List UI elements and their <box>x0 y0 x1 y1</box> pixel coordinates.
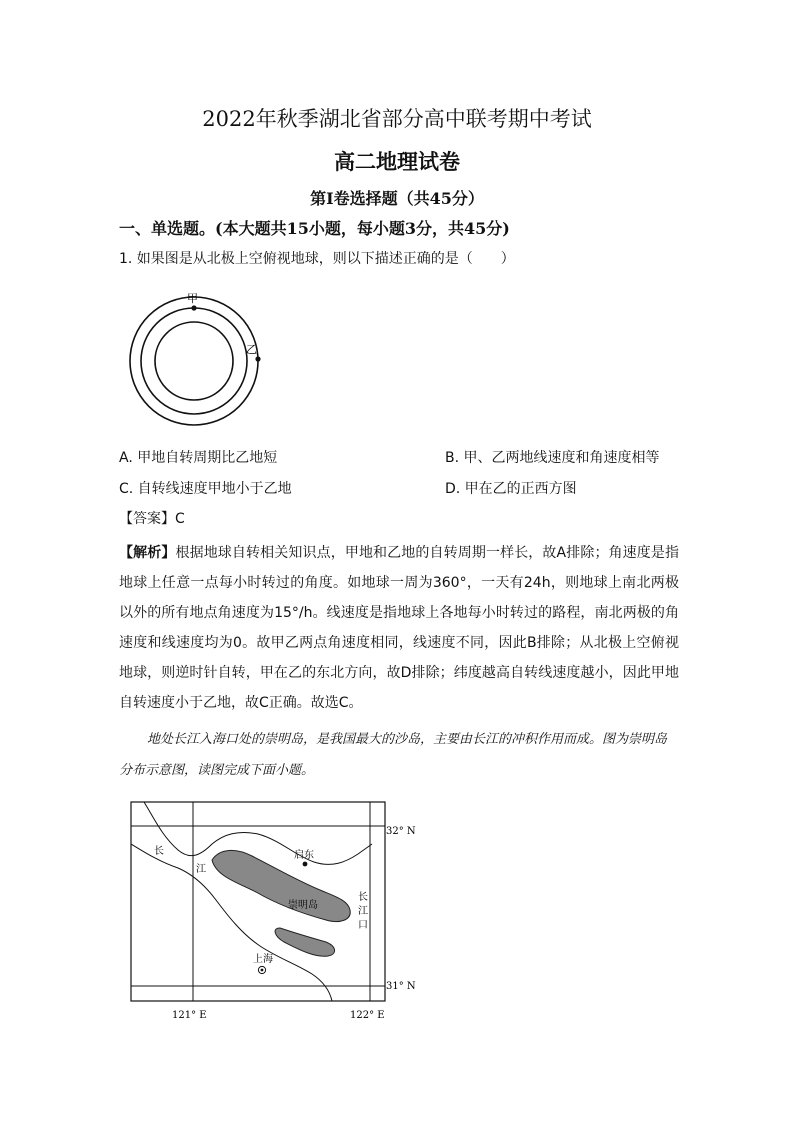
lon-122-label: 122° E <box>350 1010 385 1021</box>
analysis-paragraph <box>119 538 679 718</box>
lat-32-label: 32° N <box>386 826 416 837</box>
option-a: A. 甲地自转周期比乙地短 <box>119 450 278 466</box>
shanghai-label: 上海 <box>253 954 273 965</box>
north-bank <box>144 802 372 864</box>
section-heading: 一、单选题。(本大题共15小题，每小题3分，共45分) <box>119 219 510 238</box>
label-jia: 甲 <box>187 292 198 305</box>
shoal-island-shape <box>275 928 335 956</box>
chongming-map <box>120 796 430 1026</box>
point-yi <box>255 356 260 361</box>
analysis-label: 【解析】 <box>119 545 176 561</box>
analysis-text: 根据地球自转相关知识点，甲地和乙地的自转周期一样长，故A排除；角速度是指地球上任意一点每小时转过的角度。如地球一周为360°，一天有24h，则地球上南北两极以外的所有地点角速度为15°/h。线速度是指地球上各地每小时转过的路程，南北两极的角速度和线速度均为0。故甲乙两点角速度相同，线速度不同，因此B排除；从北极上空俯视地球，则逆时针自转，甲在乙的东北方向，故D排除；纬度越高自转线速度越小，因此甲地自转速度小于乙地，故C正确。故选C。 <box>119 545 680 711</box>
shanghai-marker-inner <box>261 969 264 972</box>
estuary-label-3: 口 <box>358 920 368 931</box>
outer-circle <box>130 297 258 425</box>
qidong-dot <box>303 862 308 867</box>
part-heading: 第I卷选择题（共45分） <box>310 189 484 208</box>
option-b: B. 甲、乙两地线速度和角速度相等 <box>445 450 660 466</box>
qidong-label: 启东 <box>294 850 314 861</box>
inner-circle <box>155 322 233 400</box>
point-jia <box>191 305 196 310</box>
island-label: 崇明岛 <box>288 900 318 911</box>
exam-subtitle: 高二地理试卷 <box>334 149 460 174</box>
map-frame <box>131 802 385 1001</box>
river-label-jiang: 江 <box>196 864 206 875</box>
option-d: D. 甲在乙的正西方图 <box>445 481 577 497</box>
exam-title: 2022年秋季湖北省部分高中联考期中考试 <box>202 107 592 131</box>
passage-intro: 地处长江入海口处的崇明岛，是我国最大的沙岛，主要由长江的冲积作用而成。图为崇明岛分布示意图，读图完成下面小题。 <box>119 732 668 778</box>
answer-line: 【答案】C <box>119 511 185 527</box>
question-1-stem: 1. 如果图是从北极上空俯视地球，则以下描述正确的是（ ） <box>119 251 515 267</box>
lat-31-label: 31° N <box>386 981 416 992</box>
middle-circle <box>141 308 247 414</box>
estuary-label-1: 长 <box>358 892 368 903</box>
river-label-chang: 长 <box>154 846 164 857</box>
chongming-island-shape <box>212 850 350 921</box>
lon-121-label: 121° E <box>172 1010 207 1021</box>
option-c: C. 自转线速度甲地小于乙地 <box>119 481 292 497</box>
earth-circles-figure <box>118 285 278 445</box>
label-yi: 乙 <box>246 343 257 356</box>
estuary-label-2: 江 <box>358 906 368 917</box>
